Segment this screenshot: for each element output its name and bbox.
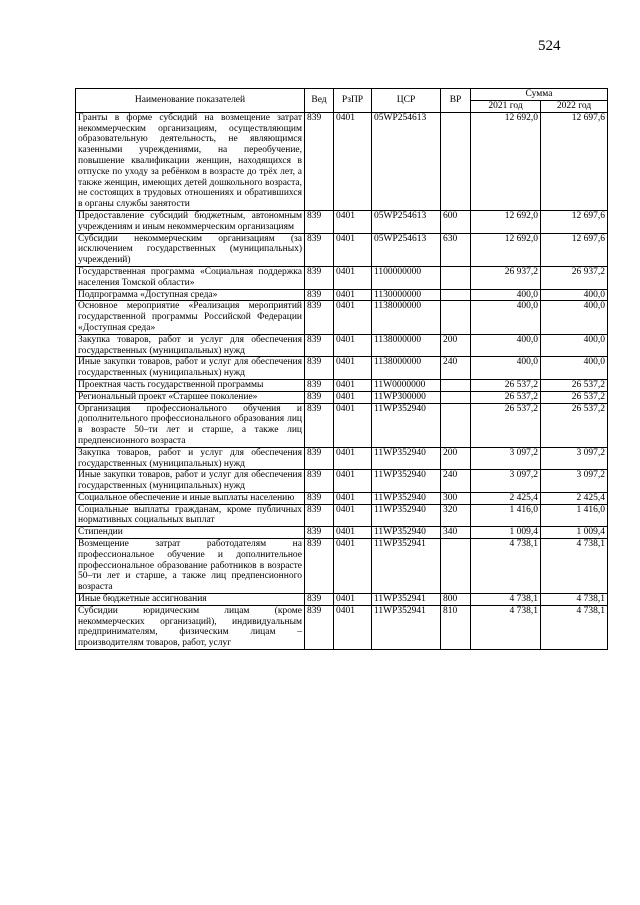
row-rzpr: 0401 (334, 594, 372, 606)
row-sum-2022: 400,0 (541, 289, 608, 301)
row-vr: 300 (441, 492, 471, 504)
row-rzpr: 0401 (334, 605, 372, 649)
row-sum-2022: 2 425,4 (541, 492, 608, 504)
table-row (76, 357, 608, 380)
table-row (76, 527, 608, 539)
table-row (76, 492, 608, 504)
row-rzpr: 0401 (334, 289, 372, 301)
row-rzpr: 0401 (334, 539, 372, 594)
row-sum-2021: 400,0 (471, 289, 541, 301)
header-rzpr: РзПР (334, 89, 372, 113)
row-name: Социальное обеспечение и иные выплаты населению (76, 492, 305, 504)
row-sum-2021: 3 097,2 (471, 470, 541, 493)
row-vr: 800 (441, 594, 471, 606)
row-csr: 11WP352940 (372, 527, 441, 539)
row-sum-2021: 4 738,1 (471, 594, 541, 606)
row-vr (441, 379, 471, 391)
row-ved: 839 (305, 357, 334, 380)
row-sum-2022: 4 738,1 (541, 594, 608, 606)
row-csr: 1138000000 (372, 334, 441, 357)
row-sum-2022: 400,0 (541, 357, 608, 380)
row-rzpr: 0401 (334, 379, 372, 391)
row-ved: 839 (305, 594, 334, 606)
row-csr: 1138000000 (372, 301, 441, 334)
row-ved: 839 (305, 289, 334, 301)
table-row (76, 301, 608, 334)
row-ved: 839 (305, 605, 334, 649)
header-sum: Сумма (471, 89, 608, 101)
row-sum-2021: 12 692,0 (471, 233, 541, 266)
row-name: Закупка товаров, работ и услуг для обеспечения государственных (муниципальных) нужд (76, 447, 305, 470)
row-rzpr: 0401 (334, 112, 372, 210)
row-name: Субсидии некоммерческим организациям (за исключением государственных (муниципальных) учреждений) (76, 233, 305, 266)
row-vr: 340 (441, 527, 471, 539)
row-sum-2022: 1 009,4 (541, 527, 608, 539)
table-row (76, 594, 608, 606)
row-ved: 839 (305, 112, 334, 210)
row-vr: 200 (441, 447, 471, 470)
row-rzpr: 0401 (334, 357, 372, 380)
row-ved: 839 (305, 504, 334, 527)
row-sum-2022: 400,0 (541, 301, 608, 334)
table-row (76, 504, 608, 527)
row-rzpr: 0401 (334, 527, 372, 539)
table-row (76, 447, 608, 470)
row-sum-2022: 3 097,2 (541, 470, 608, 493)
row-name: Иные закупки товаров, работ и услуг для обеспечения государственных (муниципальных) нужд (76, 357, 305, 380)
row-vr (441, 289, 471, 301)
row-sum-2021: 1 009,4 (471, 527, 541, 539)
row-ved: 839 (305, 266, 334, 289)
row-sum-2021: 1 416,0 (471, 504, 541, 527)
row-vr: 630 (441, 233, 471, 266)
row-name: Гранты в форме субсидий на возмещение затрат некоммерческим организациям, осуществляющим образовательную деятельность, не являющимся казенными учреждениями, на переобучение, повышение квалификации женщин, находящихся в отпуске по уходу за ребёнком в возрасте до трёх лет, а также женщин, имеющих детей дошкольного возраста, не состоящих в трудовых отношениях и обратившихся в органы службы занятости (76, 112, 305, 210)
row-rzpr: 0401 (334, 391, 372, 403)
row-sum-2021: 2 425,4 (471, 492, 541, 504)
row-csr: 11W0000000 (372, 379, 441, 391)
row-ved: 839 (305, 391, 334, 403)
row-sum-2021: 3 097,2 (471, 447, 541, 470)
header-year-2021: 2021 год (471, 101, 541, 113)
row-ved: 839 (305, 470, 334, 493)
budget-table (75, 88, 608, 650)
row-ved: 839 (305, 447, 334, 470)
row-rzpr: 0401 (334, 447, 372, 470)
row-vr (441, 112, 471, 210)
row-vr: 810 (441, 605, 471, 649)
row-sum-2021: 26 537,2 (471, 391, 541, 403)
row-rzpr: 0401 (334, 301, 372, 334)
row-csr: 11WP352940 (372, 492, 441, 504)
row-csr: 11WP352940 (372, 470, 441, 493)
row-name: Предоставление субсидий бюджетным, автономным учреждениям и иным некоммерческим организациям (76, 210, 305, 233)
row-sum-2021: 12 692,0 (471, 112, 541, 210)
row-sum-2021: 4 738,1 (471, 539, 541, 594)
table-row (76, 391, 608, 403)
row-ved: 839 (305, 539, 334, 594)
row-vr (441, 266, 471, 289)
row-sum-2021: 26 537,2 (471, 379, 541, 391)
row-sum-2022: 12 697,6 (541, 233, 608, 266)
header-csr: ЦСР (372, 89, 441, 113)
row-sum-2022: 26 937,2 (541, 266, 608, 289)
row-vr (441, 539, 471, 594)
row-name: Возмещение затрат работодателям на профессиональное обучение и дополнительное профессиональное образование работников в возрасте 50–ти лет и старше, а также лиц предпенсионного возраста (76, 539, 305, 594)
row-vr: 240 (441, 470, 471, 493)
row-csr: 05WP254613 (372, 233, 441, 266)
row-csr: 05WP254613 (372, 112, 441, 210)
row-sum-2021: 12 692,0 (471, 210, 541, 233)
row-sum-2021: 4 738,1 (471, 605, 541, 649)
row-name: Стипендии (76, 527, 305, 539)
row-csr: 11WP352941 (372, 605, 441, 649)
table-row (76, 379, 608, 391)
row-vr: 600 (441, 210, 471, 233)
row-csr: 11WP352941 (372, 594, 441, 606)
row-ved: 839 (305, 403, 334, 447)
row-csr: 11WP352940 (372, 447, 441, 470)
table-body (76, 112, 608, 649)
row-csr: 05WP254613 (372, 210, 441, 233)
row-rzpr: 0401 (334, 492, 372, 504)
row-name: Иные бюджетные ассигнования (76, 594, 305, 606)
row-vr (441, 391, 471, 403)
row-csr: 1130000000 (372, 289, 441, 301)
row-ved: 839 (305, 301, 334, 334)
row-ved: 839 (305, 210, 334, 233)
row-name: Закупка товаров, работ и услуг для обеспечения государственных (муниципальных) нужд (76, 334, 305, 357)
table-row (76, 470, 608, 493)
row-csr: 11WP352940 (372, 504, 441, 527)
row-name: Государственная программа «Социальная поддержка населения Томской области» (76, 266, 305, 289)
row-name: Социальные выплаты гражданам, кроме публичных нормативных социальных выплат (76, 504, 305, 527)
row-vr: 320 (441, 504, 471, 527)
table-row (76, 233, 608, 266)
row-name: Основное мероприятие «Реализация мероприятий государственной программы Российской Федерации «Доступная среда» (76, 301, 305, 334)
row-rzpr: 0401 (334, 334, 372, 357)
row-name: Организация профессионального обучения и дополнительного профессионального образования лиц в возрасте 50–ти лет и старше, а также лиц предпенсионного возраста (76, 403, 305, 447)
row-rzpr: 0401 (334, 504, 372, 527)
row-csr: 1138000000 (372, 357, 441, 380)
row-ved: 839 (305, 379, 334, 391)
row-ved: 839 (305, 233, 334, 266)
table-row (76, 112, 608, 210)
header-name: Наименование показателей (76, 89, 305, 113)
row-sum-2022: 4 738,1 (541, 539, 608, 594)
row-rzpr: 0401 (334, 233, 372, 266)
row-vr: 200 (441, 334, 471, 357)
row-name: Субсидии юридическим лицам (кроме некоммерческих организаций), индивидуальным предпринимателям, физическим лицам – производителям товаров, работ, услуг (76, 605, 305, 649)
row-sum-2022: 12 697,6 (541, 112, 608, 210)
row-csr: 1100000000 (372, 266, 441, 289)
row-csr: 11WP352941 (372, 539, 441, 594)
row-name: Подпрограмма «Доступная среда» (76, 289, 305, 301)
table-row (76, 403, 608, 447)
row-ved: 839 (305, 334, 334, 357)
row-sum-2021: 26 537,2 (471, 403, 541, 447)
row-sum-2022: 400,0 (541, 334, 608, 357)
table-row (76, 266, 608, 289)
header-ved: Вед (305, 89, 334, 113)
row-rzpr: 0401 (334, 470, 372, 493)
row-sum-2022: 1 416,0 (541, 504, 608, 527)
page-number: 524 (538, 38, 561, 54)
row-vr (441, 403, 471, 447)
row-sum-2022: 26 537,2 (541, 379, 608, 391)
row-sum-2021: 26 937,2 (471, 266, 541, 289)
header-year-2022: 2022 год (541, 101, 608, 113)
row-sum-2021: 400,0 (471, 357, 541, 380)
row-rzpr: 0401 (334, 403, 372, 447)
table-row (76, 210, 608, 233)
row-sum-2021: 400,0 (471, 334, 541, 357)
row-rzpr: 0401 (334, 210, 372, 233)
row-sum-2022: 12 697,6 (541, 210, 608, 233)
row-name: Региональный проект «Старшее поколение» (76, 391, 305, 403)
header-vr: ВР (441, 89, 471, 113)
row-name: Иные закупки товаров, работ и услуг для обеспечения государственных (муниципальных) нужд (76, 470, 305, 493)
row-vr (441, 301, 471, 334)
row-csr: 11WP300000 (372, 391, 441, 403)
table-row (76, 539, 608, 594)
table-row (76, 289, 608, 301)
row-sum-2022: 3 097,2 (541, 447, 608, 470)
row-name: Проектная часть государственной программы (76, 379, 305, 391)
row-csr: 11WP352940 (372, 403, 441, 447)
row-sum-2022: 26 537,2 (541, 391, 608, 403)
row-ved: 839 (305, 527, 334, 539)
table-row (76, 605, 608, 649)
row-rzpr: 0401 (334, 266, 372, 289)
row-ved: 839 (305, 492, 334, 504)
row-sum-2022: 4 738,1 (541, 605, 608, 649)
row-sum-2021: 400,0 (471, 301, 541, 334)
row-sum-2022: 26 537,2 (541, 403, 608, 447)
row-vr: 240 (441, 357, 471, 380)
table-row (76, 334, 608, 357)
